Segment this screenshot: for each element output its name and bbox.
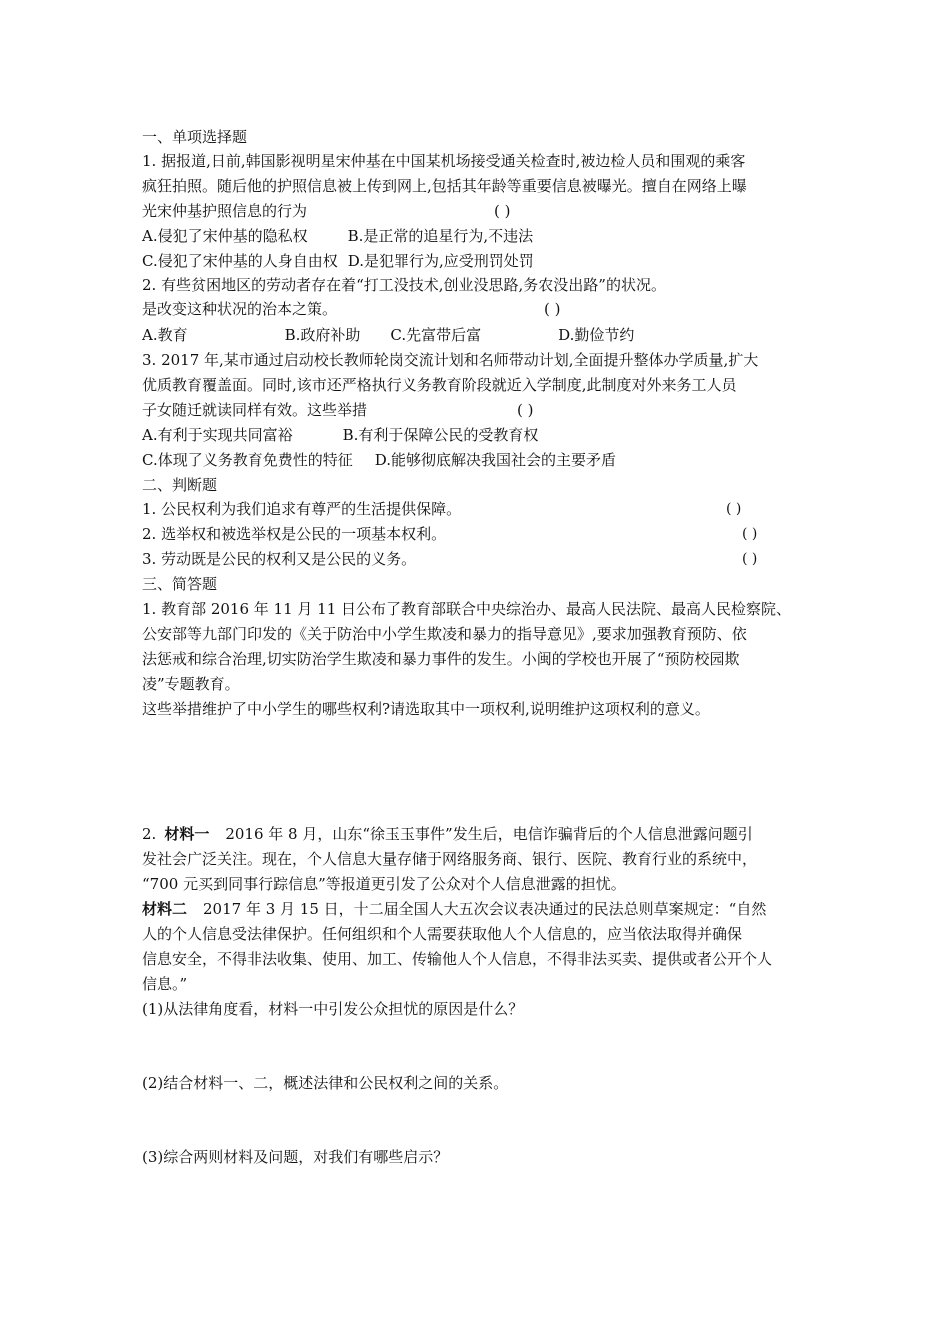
sa1-line-1 xyxy=(142,598,810,620)
sa2-material-2-label: 材料二 xyxy=(142,900,188,918)
q3-option-c: C.体现了义务教育免费性的特征 xyxy=(142,451,353,469)
sa1-text-2: 公安部等九部门印发的《关于防治中小学生欺凌和暴力的指导意见》,要求加强教育预防、依 xyxy=(142,625,747,643)
q3-line-3 xyxy=(142,399,534,421)
sa2-text-4: 2017 年 3 月 15 日，十二届全国人大五次会议表决通过的民法总则草案规定：“自然 xyxy=(203,900,767,918)
sa2-line-6 xyxy=(142,948,810,970)
judge-paren-3: ( ) xyxy=(742,551,758,567)
sa2-line-3: “700 元买到同事行踪信息”等报道更引发了公众对个人信息泄露的担忧。 xyxy=(142,875,626,893)
q1-line-3 xyxy=(142,200,511,222)
sa2-line-5 xyxy=(142,923,810,945)
section-heading-single-choice: 一、单项选择题 xyxy=(142,128,248,146)
q3-options-cd xyxy=(142,449,616,471)
q3-text-2: 优质教育覆盖面。同时,该市还严格执行义务教育阶段就近入学制度,此制度对外来务工人员 xyxy=(142,376,737,394)
q2-option-a: A.教育 xyxy=(142,326,188,344)
q1-option-b: B.是正常的追星行为,不违法 xyxy=(347,227,534,245)
q2-text-1: 2. 有些贫困地区的劳动者存在着“打工没技术,创业没思路,务农没出路”的状况。 xyxy=(142,276,666,294)
q3-line-1 xyxy=(142,349,810,371)
q1-answer-paren: ( ) xyxy=(494,202,511,220)
sa2-sub-question-1: (1)从法律角度看，材料一中引发公众担忧的原因是什么？ xyxy=(142,1000,524,1018)
q3-options-ab xyxy=(142,424,538,446)
sa1-line-2 xyxy=(142,623,810,645)
q2-line-2 xyxy=(142,298,561,320)
judge-item-2: 2. 选举权和被选举权是公民的一项基本权利。 xyxy=(142,525,447,543)
sa2-line-2 xyxy=(142,848,810,870)
q1-options-ab xyxy=(142,225,533,247)
sa1-line-4: 凌”专题教育。 xyxy=(142,675,240,693)
section-heading-short-answer: 三、简答题 xyxy=(142,575,218,593)
judge-paren-2: ( ) xyxy=(742,526,758,542)
judge-item-3: 3. 劳动既是公民的权利又是公民的义务。 xyxy=(142,550,417,568)
q3-option-d: D.能够彻底解决我国社会的主要矛盾 xyxy=(374,451,616,469)
q2-text-2: 是改变这种状况的治本之策。 xyxy=(142,300,338,318)
q1-text-3: 光宋仲基护照信息的行为 xyxy=(142,202,308,220)
q1-line-2 xyxy=(142,175,810,197)
q1-line-1 xyxy=(142,150,810,172)
q2-option-b: B.政府补助 xyxy=(284,326,361,344)
sa1-question: 这些举措维护了中小学生的哪些权利?请选取其中一项权利,说明维护这项权利的意义。 xyxy=(142,700,710,718)
sa2-text-2: 发社会广泛关注。现在，个人信息大量存储于网络服务商、银行、医院、教育行业的系统中， xyxy=(142,850,758,868)
q2-option-c: C.先富带后富 xyxy=(390,326,482,344)
sa2-material-1-label: 材料一 xyxy=(164,825,210,843)
q2-option-d: D.勤俭节约 xyxy=(558,326,635,344)
q2-answer-paren: ( ) xyxy=(544,300,561,318)
q3-text-3: 子女随迁就读同样有效。这些举措 xyxy=(142,401,368,419)
q2-options xyxy=(142,324,634,346)
q3-option-b: B.有利于保障公民的受教育权 xyxy=(342,426,539,444)
q3-option-a: A.有利于实现共同富裕 xyxy=(142,426,293,444)
sa1-text-3: 法惩戒和综合治理,切实防治学生欺凌和暴力事件的发生。小闽的学校也开展了“预防校园欺 xyxy=(142,650,740,668)
section-heading-judgement: 二、判断题 xyxy=(142,476,218,494)
q1-text-1: 1. 据报道,日前,韩国影视明星宋仲基在中国某机场接受通关检查时,被边检人员和围观的乘客 xyxy=(142,152,746,170)
q3-answer-paren: ( ) xyxy=(517,401,534,419)
q1-option-a: A.侵犯了宋仲基的隐私权 xyxy=(142,227,308,245)
sa2-number: 2. xyxy=(142,825,157,843)
sa1-line-3 xyxy=(142,648,810,670)
sa2-text-5: 人的个人信息受法律保护。任何组织和个人需要获取他人个人信息的，应当依法取得并确保 xyxy=(142,925,743,943)
sa2-line-4 xyxy=(142,898,766,920)
sa2-sub-question-3: (3)综合两则材料及问题，对我们有哪些启示？ xyxy=(142,1148,449,1166)
q1-text-2: 疯狂拍照。随后他的护照信息被上传到网上,包括其年龄等重要信息被曝光。擅自在网络上曝 xyxy=(142,177,747,195)
q1-options-cd xyxy=(142,250,534,272)
q1-option-c: C.侵犯了宋仲基的人身自由权 xyxy=(142,252,338,270)
sa2-text-1: 2016 年 8 月，山东“徐玉玉事件”发生后，电信诈骗背后的个人信息泄露问题引 xyxy=(225,825,753,843)
judge-item-1: 1. 公民权利为我们追求有尊严的生活提供保障。 xyxy=(142,500,462,518)
q3-text-1: 3. 2017 年,某市通过启动校长教师轮岗交流计划和名师带动计划,全面提升整体办学质量,扩大 xyxy=(142,351,759,369)
sa2-text-6: 信息安全，不得非法收集、使用、加工、传输他人个人信息，不得非法买卖、提供或者公开个人 xyxy=(142,950,773,968)
sa2-sub-question-2: (2)结合材料一、二，概述法律和公民权利之间的关系。 xyxy=(142,1074,509,1092)
sa2-line-7: 信息。” xyxy=(142,975,188,993)
q2-line-1 xyxy=(142,274,810,296)
q1-option-d: D.是犯罪行为,应受刑罚处罚 xyxy=(347,252,534,270)
sa2-line-1 xyxy=(142,823,753,845)
judge-paren-1: ( ) xyxy=(726,501,742,517)
q3-line-2 xyxy=(142,374,810,396)
sa1-text-1: 1. 教育部 2016 年 11 月 11 日公布了教育部联合中央综治办、最高人民法院、最高人民检察院、 xyxy=(142,600,792,618)
